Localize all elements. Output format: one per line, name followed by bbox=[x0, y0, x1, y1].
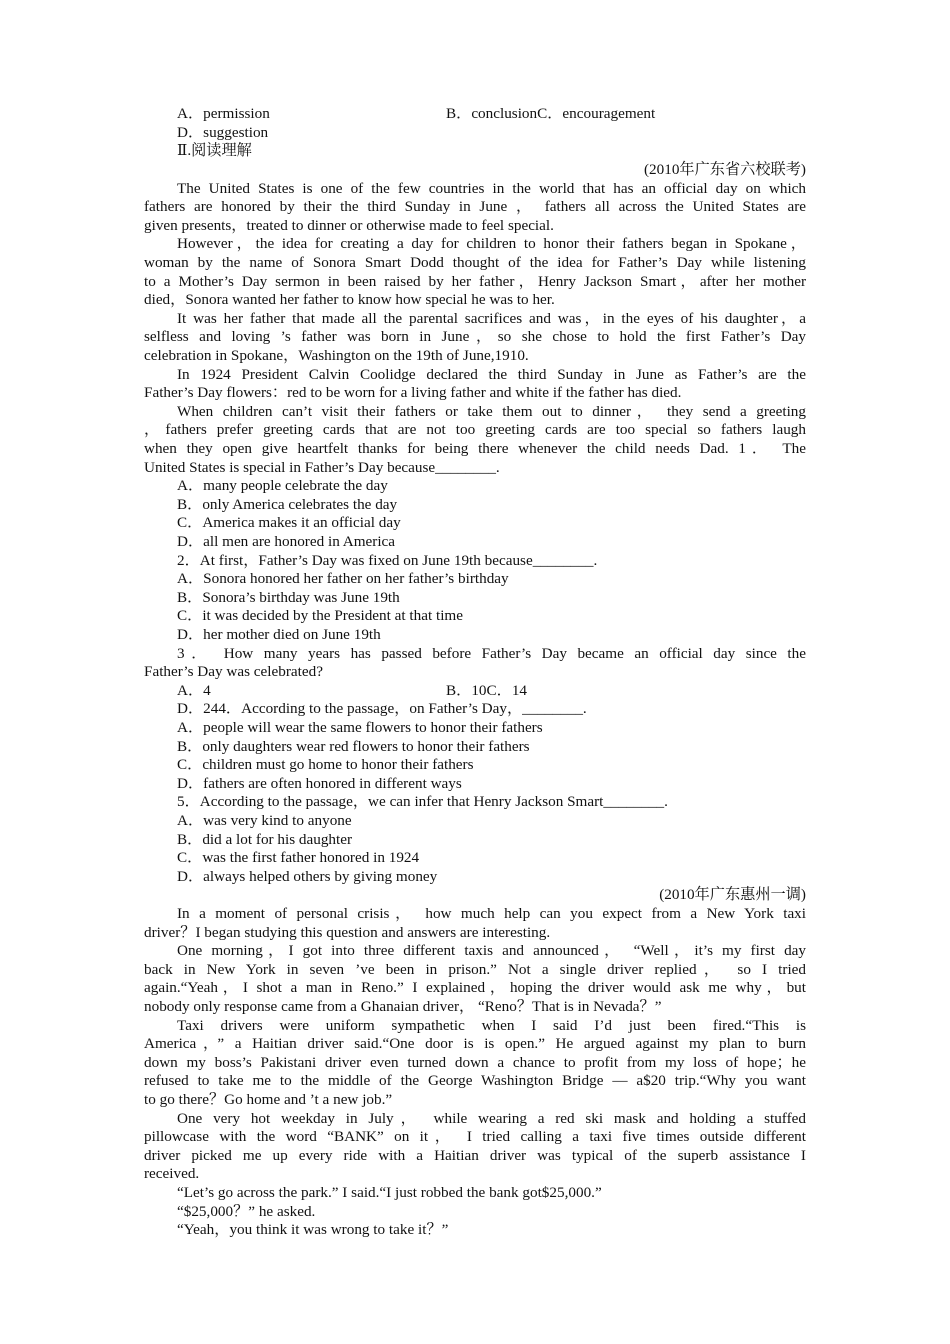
passage1-line: Father’s Day flowers：red to be worn for a living father and white if the father has died. bbox=[144, 384, 682, 401]
passage2-line: down my boss’s Pakistani driver even turned down a chance to profit from my loss of hope；he bbox=[144, 1054, 806, 1071]
question-option: B．only America celebrates the day bbox=[177, 496, 398, 513]
question-5-stem: 5．According to the passage，we can infer that Henry Jackson Smart________. bbox=[177, 793, 668, 810]
question-1-stem: United States is special in Father’s Day because________. bbox=[144, 459, 500, 476]
passage1-line: given presents，treated to dinner or otherwise made to feel special. bbox=[144, 217, 554, 234]
passage2-line: “$25,000？” he asked. bbox=[177, 1203, 316, 1220]
passage2-line: “Let’s go across the park.” I said.“I just robbed the bank got$25,000.” bbox=[177, 1184, 602, 1201]
passage1-line: The United States is one of the few countries in the world that has an official day on which bbox=[177, 180, 806, 197]
passage1-line: when they open give heartfelt thanks for being there whenever the child needs Dad. 1． The bbox=[144, 440, 806, 457]
passage2-line: refused to take me to the middle of the George Washington Bridge — a$20 trip.“Why you want bbox=[144, 1072, 806, 1089]
passage2-line: America，” a Haitian driver said.“One door is is open.” He argued against my plan to burn bbox=[144, 1035, 806, 1052]
passage1-line: woman by the name of Sonora Smart Dodd thought of the idea for Father’s Day while listening bbox=[144, 254, 806, 271]
passage2-line: again.“Yeah，I shot a man in Reno.” I explained，hoping the driver would ask me why，but bbox=[144, 979, 806, 996]
passage1-line: celebration in Spokane，Washington on the 19th of June,1910. bbox=[144, 347, 529, 364]
question-option: A．Sonora honored her father on her father’s birthday bbox=[177, 570, 509, 587]
passage1-line: In 1924 President Calvin Coolidge declared the third Sunday in June as Father’s are the bbox=[177, 366, 806, 383]
option-a-text: A．permission bbox=[177, 105, 270, 122]
passage2-source: (2010年广东惠州一调) bbox=[659, 886, 806, 903]
question-option: A．was very kind to anyone bbox=[177, 812, 352, 829]
q3-option-bc: B．10C．14 bbox=[446, 682, 528, 699]
passage1-line: ，fathers prefer greeting cards that are not too greeting cards are too special so fathers laugh bbox=[144, 421, 806, 438]
passage2-line: One morning，I got into three different taxis and announced， “Well，it’s my first day bbox=[177, 942, 806, 959]
passage2-line: One very hot weekday in July， while wearing a red ski mask and holding a stuffed bbox=[177, 1110, 806, 1127]
option-a bbox=[177, 104, 806, 123]
passage2-line: In a moment of personal crisis， how much help can you expect from a New York taxi bbox=[177, 905, 806, 922]
question-option: B．only daughters wear red flowers to honor their fathers bbox=[177, 738, 530, 755]
passage2-line: driver？I began studying this question and answers are interesting. bbox=[144, 924, 551, 941]
passage2-line: Taxi drivers were uniform sympathetic when I said I’d just been fired.“This is bbox=[177, 1017, 806, 1034]
option-bc-text: B．conclusionC．encouragement bbox=[446, 105, 656, 122]
passage1-source: (2010年广东省六校联考) bbox=[644, 161, 806, 178]
question-option: B．did a lot for his daughter bbox=[177, 831, 353, 848]
passage1-line: When children can’t visit their fathers or take them out to dinner， they send a greeting bbox=[177, 403, 806, 420]
question-3-stem-cont: Father’s Day was celebrated? bbox=[144, 663, 323, 680]
passage1-line: selfless and loving ’s father was born in June，so she chose to hold the first Father’s Day bbox=[144, 328, 806, 345]
question-option: C．America makes it an official day bbox=[177, 514, 401, 531]
question-option: D．always helped others by giving money bbox=[177, 868, 438, 885]
passage1-line: fathers are honored by their the third Sunday in June ， fathers all across the United States are bbox=[144, 198, 806, 215]
question-option: C．children must go home to honor their fathers bbox=[177, 756, 474, 773]
passage2-line: nobody only response came from a Ghanaian driver， “Reno？That is in Nevada？” bbox=[144, 998, 662, 1015]
q3-option-a: A．4 bbox=[177, 682, 211, 699]
question-option: D．fathers are often honored in different ways bbox=[177, 775, 462, 792]
question-option: A．many people celebrate the day bbox=[177, 477, 388, 494]
question-3-options bbox=[177, 681, 806, 700]
question-4-stem: D．244．According to the passage，on Father’s Day，________. bbox=[177, 700, 587, 717]
question-option: D．her mother died on June 19th bbox=[177, 626, 381, 643]
passage2-line: “Yeah，you think it was wrong to take it？” bbox=[177, 1221, 449, 1238]
passage2-line: pillowcase with the word “BANK” on it， I tried calling a taxi five times outside different bbox=[144, 1128, 806, 1145]
question-option: D．all men are honored in America bbox=[177, 533, 396, 550]
question-option: B．Sonora’s birthday was June 19th bbox=[177, 589, 400, 606]
question-option: C．was the first father honored in 1924 bbox=[177, 849, 420, 866]
passage2-line: back in New York in seven ’ve been in prison.” Not a single driver replied， so I tried bbox=[144, 961, 806, 978]
question-option: C．it was decided by the President at that time bbox=[177, 607, 463, 624]
passage1-line: to a Mother’s Day sermon in been raised by her father，Henry Jackson Smart，after her mother bbox=[144, 273, 806, 290]
passage1-line: It was her father that made all the parental sacrifices and was，in the eyes of his daughter，a bbox=[177, 310, 806, 327]
option-d: D．suggestion bbox=[177, 124, 269, 141]
passage2-line: to go there？Go home and ’t a new job.” bbox=[144, 1091, 393, 1108]
question-2-stem: 2．At first，Father’s Day was fixed on June 19th because________. bbox=[177, 552, 598, 569]
question-3-stem: 3． How many years has passed before Father’s Day became an official day since the bbox=[177, 645, 806, 662]
passage2-line: received. bbox=[144, 1165, 200, 1182]
passage1-line: However，the idea for creating a day for children to honor their fathers began in Spokane， bbox=[177, 235, 806, 252]
passage2-line: driver picked me up every ride with a Haitian driver was typical of the superb assistance I bbox=[144, 1147, 806, 1164]
question-option: A．people will wear the same flowers to honor their fathers bbox=[177, 719, 543, 736]
section-title: Ⅱ.阅读理解 bbox=[177, 142, 252, 159]
passage1-line: died，Sonora wanted her father to know how special he was to her. bbox=[144, 291, 555, 308]
